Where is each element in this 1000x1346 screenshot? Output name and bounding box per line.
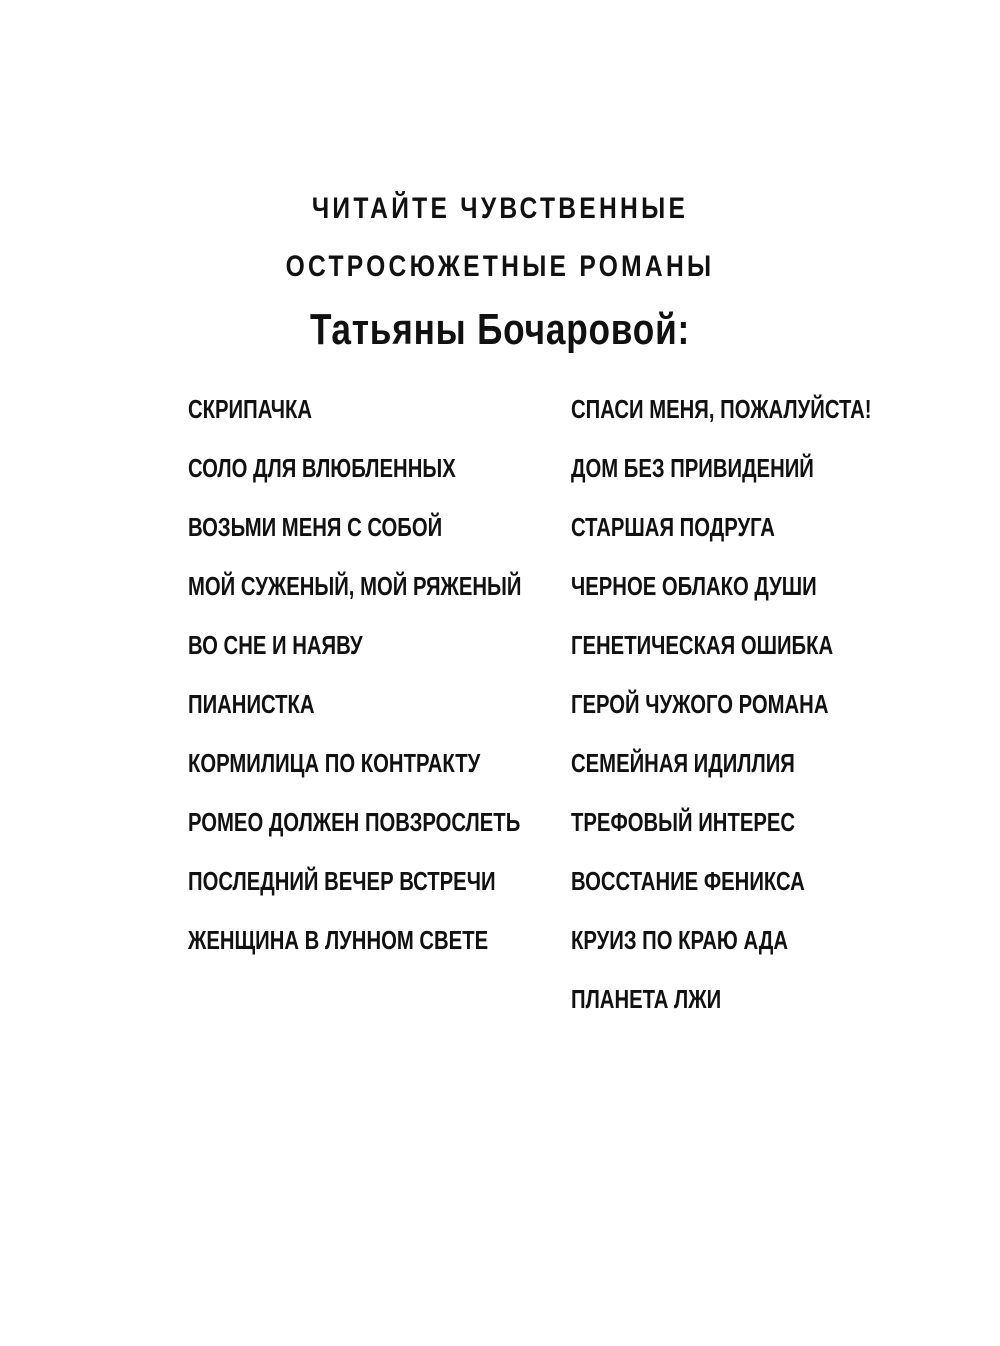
book-title: ПИАНИСТКА xyxy=(188,689,315,719)
book-list-left xyxy=(188,392,616,982)
book-list-right xyxy=(571,392,956,1041)
book-title: ВОЗЬМИ МЕНЯ С СОБОЙ xyxy=(188,512,443,542)
book-title: СОЛО ДЛЯ ВЛЮБЛЕННЫХ xyxy=(188,453,456,483)
book-title: ТРЕФОВЫЙ ИНТЕРЕС xyxy=(571,807,796,837)
book-title: ДОМ БЕЗ ПРИВИДЕНИЙ xyxy=(571,453,814,483)
book-title: ПЛАНЕТА ЛЖИ xyxy=(571,984,722,1014)
heading-line-1: ЧИТАЙТЕ ЧУВСТВЕННЫЕ xyxy=(311,192,689,225)
heading-line-2: ОСТРОСЮЖЕТНЫЕ РОМАНЫ xyxy=(285,250,715,283)
book-title: КРУИЗ ПО КРАЮ АДА xyxy=(571,925,788,955)
book-title: ГЕРОЙ ЧУЖОГО РОМАНА xyxy=(571,689,829,719)
book-title: ВОССТАНИЕ ФЕНИКСА xyxy=(571,866,805,896)
book-title: СКРИПАЧКА xyxy=(188,394,313,424)
book-title: ЧЕРНОЕ ОБЛАКО ДУШИ xyxy=(571,571,817,601)
book-title: ЖЕНЩИНА В ЛУННОМ СВЕТЕ xyxy=(188,925,489,955)
book-title: РОМЕО ДОЛЖЕН ПОВЗРОСЛЕТЬ xyxy=(188,807,521,837)
book-title: ПОСЛЕДНИЙ ВЕЧЕР ВСТРЕЧИ xyxy=(188,866,496,896)
book-title: ГЕНЕТИЧЕСКАЯ ОШИБКА xyxy=(571,630,834,660)
book-title: МОЙ СУЖЕНЫЙ, МОЙ РЯЖЕНЫЙ xyxy=(188,571,522,601)
book-title: СПАСИ МЕНЯ, ПОЖАЛУЙСТА! xyxy=(571,394,872,424)
book-title: СЕМЕЙНАЯ ИДИЛЛИЯ xyxy=(571,748,795,778)
author-name: Татьяны Бочаровой: xyxy=(309,305,691,354)
book-title: СТАРШАЯ ПОДРУГА xyxy=(571,512,775,542)
page-heading xyxy=(0,180,1000,360)
book-title: КОРМИЛИЦА ПО КОНТРАКТУ xyxy=(188,748,481,778)
book-title: ВО СНЕ И НАЯВУ xyxy=(188,630,363,660)
